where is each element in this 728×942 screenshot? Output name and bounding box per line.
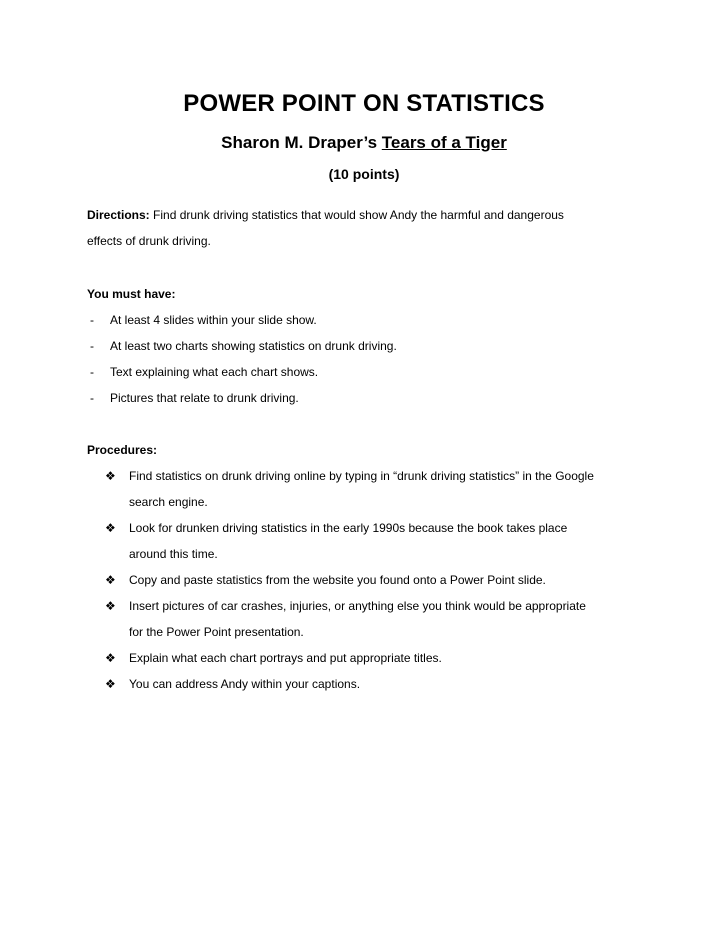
diamond-bullet-icon: ❖ bbox=[105, 469, 116, 483]
directions-line-1 bbox=[87, 202, 687, 228]
diamond-bullet-icon: ❖ bbox=[105, 651, 116, 665]
list-item-text: At least 4 slides within your slide show. bbox=[110, 313, 317, 327]
list-item-text: Text explaining what each chart shows. bbox=[110, 365, 319, 379]
list-item-text: around this time. bbox=[129, 547, 218, 561]
dash-bullet: - bbox=[90, 365, 94, 379]
list-item bbox=[87, 385, 687, 411]
list-item bbox=[87, 333, 687, 359]
subtitle-book-title: Tears of a Tiger bbox=[381, 133, 507, 152]
list-item-text: Insert pictures of car crashes, injuries, or anything else you think would be appropriate bbox=[129, 599, 586, 613]
directions-label: Directions: bbox=[87, 208, 150, 222]
directions-text-2: effects of drunk driving. bbox=[87, 234, 211, 248]
list-item-text: You can address Andy within your captions. bbox=[129, 677, 361, 691]
list-item bbox=[87, 359, 687, 385]
points-label: (10 points) bbox=[328, 166, 400, 182]
list-item-text: for the Power Point presentation. bbox=[129, 625, 304, 639]
list-item bbox=[105, 463, 665, 515]
list-item bbox=[105, 645, 665, 671]
dash-bullet: - bbox=[90, 339, 94, 353]
list-item-text: At least two charts showing statistics on drunk driving. bbox=[110, 339, 397, 353]
diamond-bullet-icon: ❖ bbox=[105, 599, 116, 613]
diamond-bullet-icon: ❖ bbox=[105, 573, 116, 587]
list-item-text: Find statistics on drunk driving online by typing in “drunk driving statistics” in the Google bbox=[129, 469, 594, 483]
requirements-list bbox=[87, 307, 687, 411]
list-item-text: Pictures that relate to drunk driving. bbox=[110, 391, 299, 405]
list-item-text: Copy and paste statistics from the website you found onto a Power Point slide. bbox=[129, 573, 546, 587]
list-item bbox=[105, 593, 665, 645]
list-item bbox=[105, 515, 665, 567]
procedures-list bbox=[105, 463, 665, 697]
subtitle-author: Sharon M. Draper’s bbox=[221, 133, 378, 152]
dash-bullet: - bbox=[90, 391, 94, 405]
requirements-heading: You must have: bbox=[87, 287, 176, 301]
list-item bbox=[87, 307, 687, 333]
list-item-text: Look for drunken driving statistics in the early 1990s because the book takes place bbox=[129, 521, 568, 535]
list-item bbox=[105, 671, 665, 697]
list-item-text: Explain what each chart portrays and put appropriate titles. bbox=[129, 651, 442, 665]
diamond-bullet-icon: ❖ bbox=[105, 521, 116, 535]
diamond-bullet-icon: ❖ bbox=[105, 677, 116, 691]
dash-bullet: - bbox=[90, 313, 94, 327]
directions-text-1: Find drunk driving statistics that would show Andy the harmful and dangerous bbox=[153, 208, 564, 222]
list-item bbox=[105, 567, 665, 593]
directions-section bbox=[87, 202, 687, 254]
page-subtitle bbox=[0, 133, 728, 153]
procedures-heading: Procedures: bbox=[87, 443, 158, 457]
list-item-text: search engine. bbox=[129, 495, 208, 509]
page-title: POWER POINT ON STATISTICS bbox=[183, 90, 545, 117]
